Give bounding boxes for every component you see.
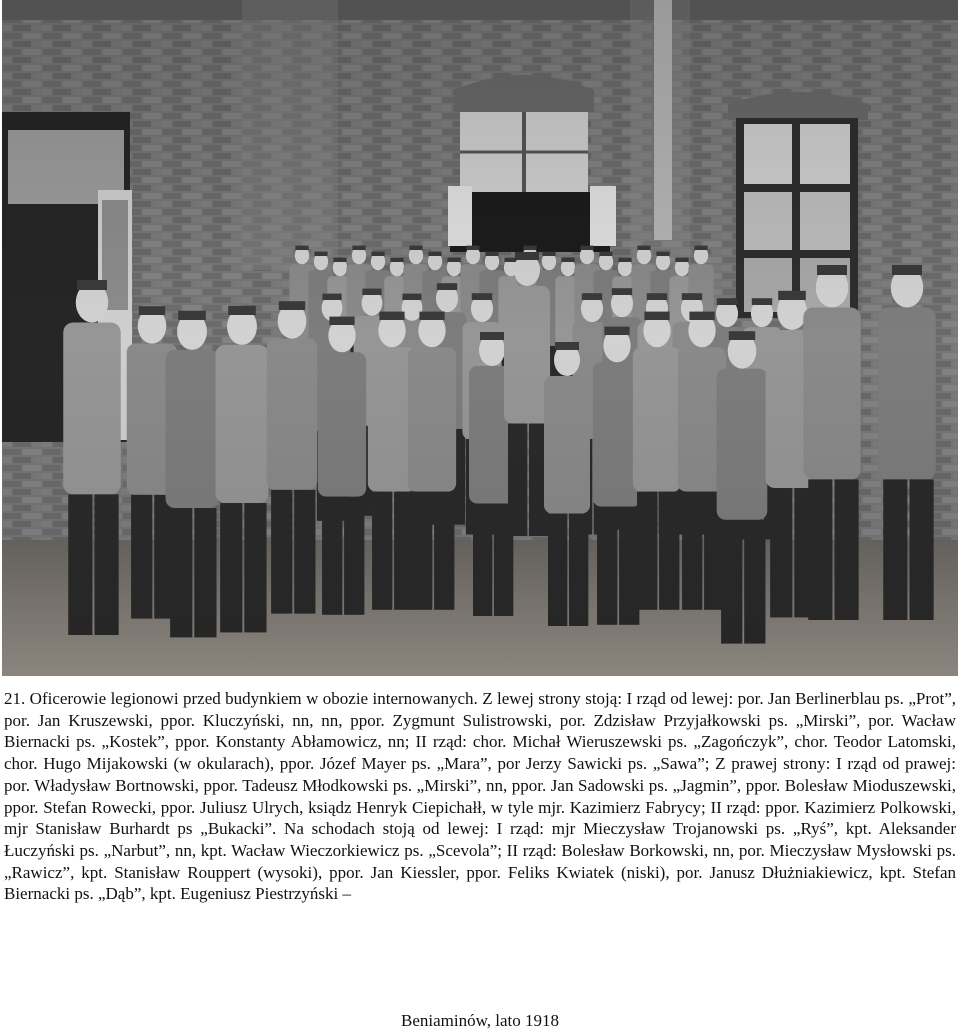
group-photograph bbox=[2, 0, 958, 676]
photograph-scene bbox=[2, 0, 958, 676]
photo-caption-place-date: Beniaminów, lato 1918 bbox=[400, 1011, 559, 1030]
photo-caption: 21. Oficerowie legionowi przed budynkiem w obozie internowanych. Z lewej strony stoją: I rząd od lewej: por. Jan Berlinerblau ps. „Prot”, por. Jan Kruszewski, ppor. Kluczyński, nn, nn, ppor. Zygmunt Sulistrowski, por. Zdzisław Przyjałkowski ps. „Mirski”, por. Wacław Biernacki ps. „Kostek”, ppor. Konstanty Abłamowicz, nn; II rząd: chor. Michał Wieruszewski ps. „Zagończyk”, chor. Teodor Latomski, chor. Hugo Mijakowski (w okularach), ppor. Józef Mayer ps. „Mara”, por Jerzy Sawicki ps. „Sawa”; Z prawej strony: I rząd od prawej: por. Władysław Bortnowski, ppor. Tadeusz Młodkowski ps. „Mirski”, nn, ppor. Jan Sadowski ps. „Jagmin”, ppor. Bolesław Mioduszewski, ppor. Stefan Rowecki, ppor. Juliusz Ulrych, ksiądz Henryk Ciepichałł, w tyle mjr. Kazimierz Fabrycy; II rząd: ppor. Kazimierz Polkowski, mjr Stanisław Burhardt ps „Bukacki”. Na schodach stoją od lewej: I rząd: mjr Mieczysław Trojanowski ps. „Ryś”, kpt. Aleksander Łuczyński ps. „Narbut”, nn, kpt. Wacław Wieczorkiewicz ps. „Scevola”; II rząd: Bolesław Borkowski, nn, por. Mieczysław Mysłowski ps. „Rawicz”, kpt. Stanisław Rouppert (wysoki), ppor. Jan Kiessler, ppor. Feliks Kwiatek (niski), por. Janusz Dłużniakiewicz, kpt. Stefan Biernacki ps. „Dąb”, kpt. Eugeniusz Piestrzyński – bbox=[4, 689, 956, 904]
